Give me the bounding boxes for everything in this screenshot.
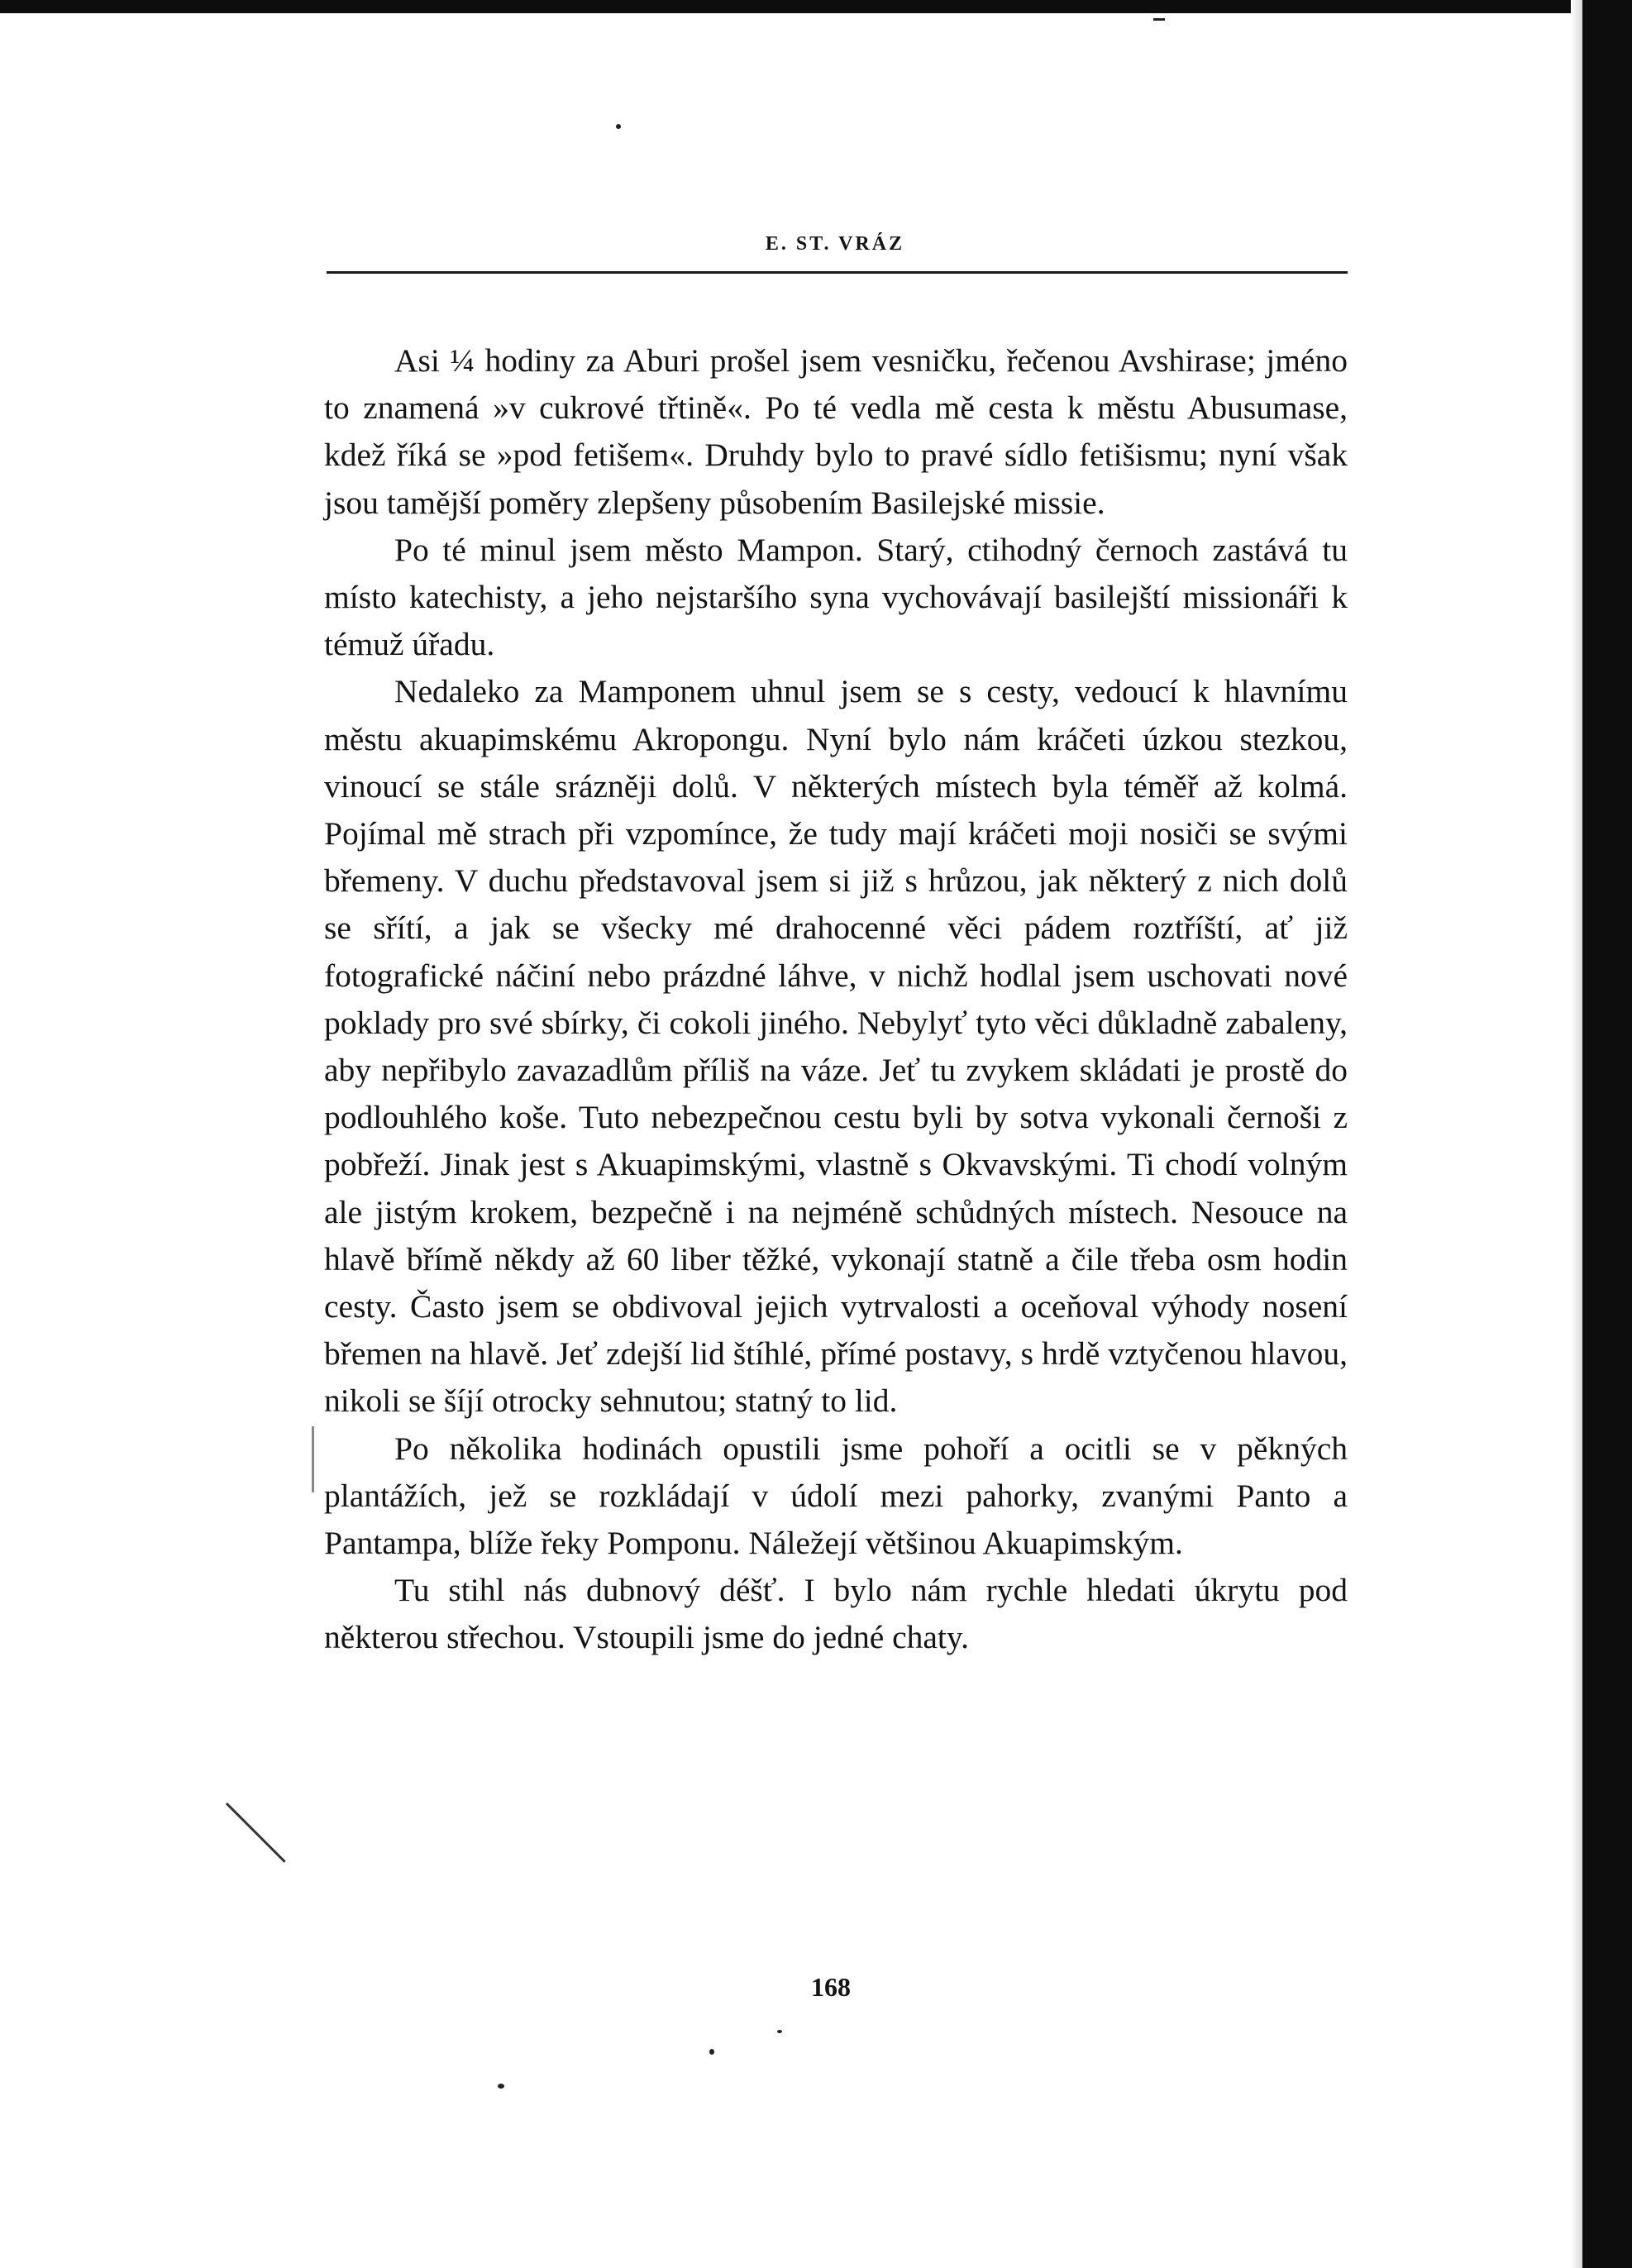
dust-speck — [1153, 18, 1165, 21]
paragraph: Tu stihl nás dubnový déšť. I bylo nám rychle hledati úkrytu pod některou střechou. Vstoupili jsme do jedné chaty. — [324, 1572, 1348, 1656]
dust-speck — [777, 2030, 782, 2033]
scan-mark-stroke — [226, 1802, 286, 1863]
paragraph: Po té minul jsem město Mampon. Starý, ctihodný černoch zastává tu místo katechisty, a jeho nejstaršího syna vychovávají basilejští missionáři k témuž úřadu. — [324, 531, 1348, 663]
page-number: 168 — [811, 1972, 851, 2002]
paragraph: Asi ¼ hodiny za Aburi prošel jsem vesničku, řečenou Avshirase; jméno to znamená »v cukrové třtině«. Po té vedla mě cesta k městu Abusumase, kdež říká se »pod fetišem«. Druhdy bylo to pravé sídlo fetišismu; nyní však jsou tamější poměry zlepšeny působením Basilejské missie. — [324, 342, 1348, 521]
dust-speck — [709, 2049, 714, 2055]
paragraph: Po několika hodinách opustili jsme pohoří a ocitli se v pěkných plantážích, jež se rozkládají v údolí mezi pahorky, zvanými Panto a Pantampa, blíže řeky Pomponu. Náležejí většinou Akuapimským. — [324, 1430, 1348, 1562]
running-head: E. ST. VRÁZ — [765, 233, 905, 255]
header-rule — [327, 271, 1348, 274]
scan-mark-margin — [312, 1426, 314, 1492]
scan-page-edge-shadow — [1571, 0, 1582, 2268]
dust-speck — [498, 2084, 504, 2089]
paragraph: Nedaleko za Mamponem uhnul jsem se s cesty, vedoucí k hlavnímu městu akuapimskému Akropongu. Nyní bylo nám kráčeti úzkou stezkou, vinoucí se stále srázněji dolů. V některých místech byla téměř až kolmá. Pojímal mě strach při vzpomínce, že tudy mají kráčeti moji nosiči se svými břemeny. V duchu představoval jsem si již s hrůzou, jak některý z nich dolů se sřítí, a jak se všecky mé drahocenné věci pádem roztříští, ať již fotografické náčiní nebo prázdné láhve, v nichž hodlal jsem uschovati nové poklady pro své sbírky, či cokoli jiného. Nebylyť tyto věci důkladně zabaleny, aby nepřibylo zavazadlům příliš na váze. Jeť tu zvykem skládati je prostě do podlouhlého koše. Tuto nebezpečnou cestu byli by sotva vykonali černoši z pobřeží. Jinak jest s Akuapimskými, vlastně s Okvavskými. Ti chodí volným ale jistým krokem, bezpečně i na nejméně schůdných místech. Nesouce na hlavě břímě někdy až 60 liber těžké, vykonají statně a čile třeba osm hodin cesty. Často jsem se obdivoval jejich vytrvalosti a oceňoval výhody nosení břemen na hlavě. Jeť zdejší lid štíhlé, přímé postavy, s hrdě vztyčenou hlavou, nikoli se šíjí otrocky sehnutou; statný to lid. — [324, 673, 1348, 1420]
scan-border-top — [0, 0, 1632, 13]
dust-speck — [616, 124, 621, 129]
scan-border-right — [1582, 0, 1632, 2268]
body-text — [324, 337, 1348, 1662]
